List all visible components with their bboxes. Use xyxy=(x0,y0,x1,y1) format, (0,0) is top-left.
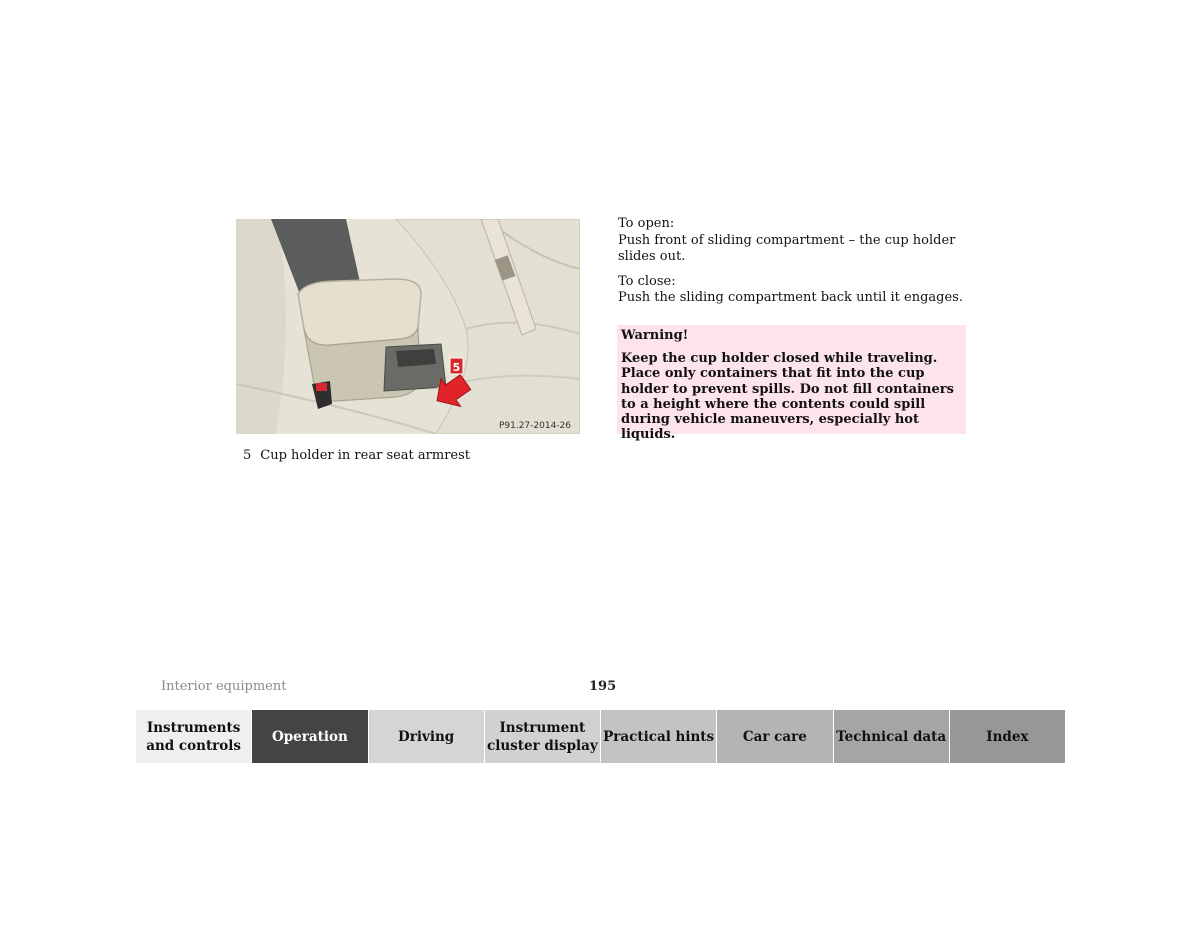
close-text: Push the sliding compartment back until it engages. xyxy=(618,290,963,305)
section-title: Interior equipment xyxy=(161,679,287,694)
tab-practical-hints[interactable]: Practical hints xyxy=(601,710,717,763)
tab-index[interactable]: Index xyxy=(950,710,1065,763)
instructions xyxy=(618,216,968,307)
warning-body: Keep the cup holder closed while traveling. Place only containers that fit into the cup holder to prevent spills. Do not fill containers to a height where the contents could spill during vehicle maneuvers, especially hot liquids. xyxy=(621,351,954,443)
page-number: 195 xyxy=(589,679,617,694)
open-heading: To open: xyxy=(618,216,675,231)
warning-box xyxy=(617,325,966,443)
figure-callout-number: 5 xyxy=(452,361,461,374)
tab-technical-data[interactable]: Technical data xyxy=(834,710,950,763)
cup-holder-illustration xyxy=(236,219,580,434)
open-text: Push front of sliding compartment – the cup holder slides out. xyxy=(618,232,956,264)
figure-caption xyxy=(243,448,470,463)
close-heading: To close: xyxy=(618,273,676,289)
caption-text: Cup holder in rear seat armrest xyxy=(260,448,471,463)
tab-driving[interactable]: Driving xyxy=(369,710,485,763)
tab-instrument-cluster-display[interactable]: Instrument cluster display xyxy=(485,710,601,763)
caption-number: 5 xyxy=(243,448,252,463)
warning-title: Warning! xyxy=(621,328,689,343)
chapter-navigation xyxy=(136,710,1065,763)
tab-instruments-and-controls[interactable]: Instruments and controls xyxy=(136,710,252,763)
tab-car-care[interactable]: Car care xyxy=(717,710,833,763)
armrest-drawing xyxy=(236,219,580,434)
figure-code: P91.27-2014-26 xyxy=(498,421,571,431)
tab-operation[interactable]: Operation xyxy=(252,710,368,763)
